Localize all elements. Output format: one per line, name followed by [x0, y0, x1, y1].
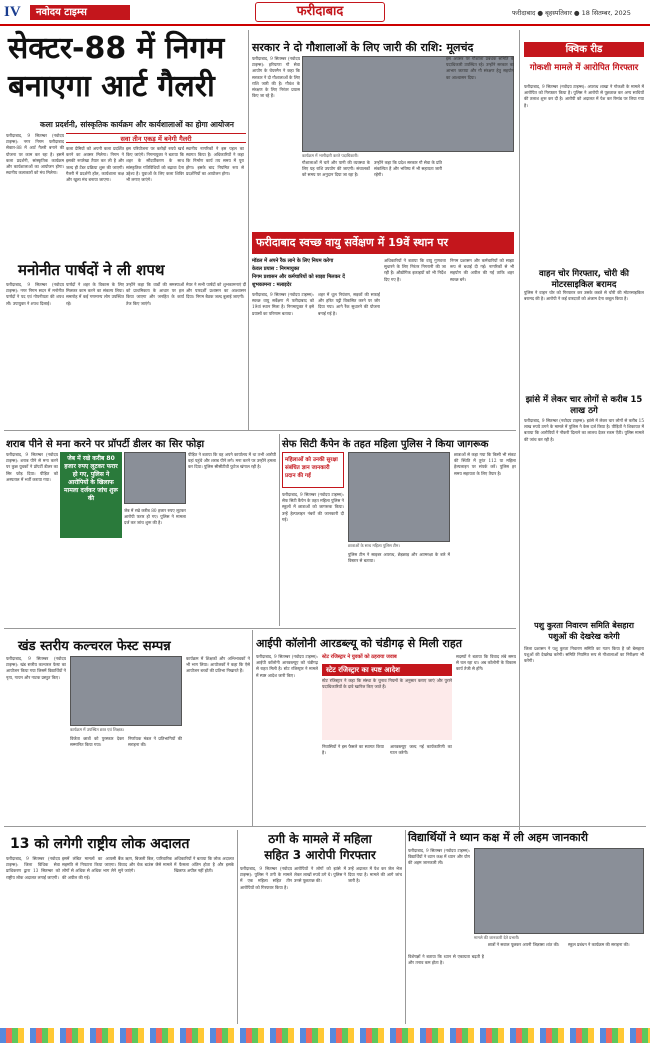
sharab-column-3: पीड़ित ने बताया कि वह अपने कार्यालय में था तभी आरोपी वहां पहुंचे और शराब पीने लगे। मना करने पर उन्होंने हमला कर दिया। पुलिस सीसीटीवी फुटेज खंगाल रही है।: [188, 452, 276, 470]
safe-column-2: पुलिस टीम ने साइबर अपराध, छेड़छाड़ और आत्मरक्षा के बारे में विस्तार से बताया।: [348, 552, 450, 564]
sharab-column-2: जेब में रखे करीब 80 हजार रुपए लूटकर आरोपी फरार हो गए। पुलिस ने मामला दर्ज कर जांच शुरू की है।: [124, 508, 186, 526]
lok-column-3: बैंक ऋण, बिजली बिल, पारिवारिक विवाद और चेक बाउंस जैसे मामले सुने जाएंगे।: [118, 856, 172, 874]
swachh-bullet-2: केवल प्रयास : निगमायुक्त: [252, 266, 300, 272]
quick-heading-2: वाहन चोर गिरफ्तार, चोरी की मोटरसाइकिल बरामद: [539, 269, 629, 290]
lok-title: 13 को लगेगी राष्ट्रीय लोक अदालत: [10, 836, 190, 852]
swachh-column-2: शहर में धूल नियंत्रण, सड़कों की सफाई और हरित पट्टी विकसित करने पर जोर दिया गया। आगे रैंक सुधारने की योजना बनाई गई है।: [318, 292, 380, 316]
column-rule: [405, 830, 406, 1024]
sharab-callout: जेब में रखे करीब 80 हजार रुपए लूटकर फरार हो गए, पुलिस ने आरोपियों के खिलाफ मामला दर्जकर जांच शुरू की: [60, 452, 122, 538]
thagi-title-2: सहित 3 आरोपी गिरफ्तार: [264, 848, 376, 862]
safe-photo: [348, 452, 450, 542]
quick-column-1: फरीदाबाद, 9 सितम्बर (नवोदय टाइम्स): अपराध शाखा ने गोकशी के मामले में आरोपित को गिरफ्तार किया है। पुलिस ने आरोपी से पूछताछ कर अन्य साथियों की तलाश शुरू कर दी है। आरोपी को अदालत में पेश कर रिमांड पर लिया गया है।: [524, 84, 644, 108]
iip-box-title: स्टेट रजिस्ट्रार का स्पष्ट आदेश: [322, 664, 452, 676]
quick-column-4: जिला प्रशासन ने पशु कुरता निवारण समिति का गठन किया है जो बेसहारा पशुओं की देखरेख करेगी। समिति नियमित रूप से गौशालाओं का निरीक्षण भी करेगी।: [524, 646, 644, 664]
dateline: फरीदाबाद ● बृहस्पतिवार ● 18 सितम्बर, 2025: [512, 9, 631, 17]
gaushala-column-3: उन्होंने कहा कि प्रदेश सरकार गौ सेवा के प्रति संकल्पित है और भविष्य में भी सहायता जारी रहेगी।: [374, 160, 442, 178]
swachh-column-4: निगम प्रशासन और कर्मचारियों को साझा रूप से बधाई दी गई। नागरिकों से भी सहयोग की अपील की गई ताकि शहर स्वच्छ बने।: [450, 258, 514, 282]
section-rule: [4, 430, 516, 431]
thagi-column-2: आरोपियों ने लोगों को झांसे में लेकर लाखों रुपये ठगे थे। पुलिस ने उनसे पूछताछ की।: [294, 866, 346, 884]
gaushala-column-4: इस अवसर पर गौशाला प्रबंधक समिति के पदाधिकारी उपस्थित रहे। उन्होंने सरकार का आभार जताया और गौ संरक्षण हेतु सहयोग का आश्वासन दिया।: [446, 56, 514, 80]
column-rule: [248, 30, 249, 430]
khand-caption: कार्यक्रम में उपस्थित छात्र एवं शिक्षक।: [70, 727, 125, 732]
lead-title-1: सेक्टर-88 में निगम: [8, 31, 225, 66]
vidya-column-2: विशेषज्ञों ने बताया कि ध्यान से एकाग्रता बढ़ती है और तनाव कम होता है।: [408, 954, 484, 966]
column-rule: [237, 830, 238, 1024]
paper-name: नवोदय टाइम्स: [30, 5, 130, 20]
sharab-photo: [124, 452, 186, 504]
gaushala-column-2: गौशालाओं में चारे और पानी की व्यवस्था के लिए यह राशि उपयोग की जाएगी। संचालकों को समय पर अनुदान दिया जा रहा है।: [302, 160, 370, 178]
quick-heading-4: पशु कुरता निवारण समिति बेसहारा पशुओं की देखरेख करेगी: [534, 621, 634, 641]
swachh-bullet-4: शुभकामना : मलाइदेर: [252, 282, 292, 288]
iip-bullet: स्टेट रजिस्ट्रार ने युवकों को ठहराया जवाब: [322, 654, 397, 660]
lead-column-4: स्थानीय नागरिकों ने इस पहल का स्वागत किया है। अधिकारियों ने कहा कि निर्माण कार्य तय समय में पूरा होगा। इसके बाद नियमित रूप से प्रदर्शनियों का आयोजन होगा।: [186, 146, 244, 176]
column-rule: [519, 30, 520, 830]
vidya-column-4: स्कूल प्रबंधन ने कार्यक्रम की सराहना की।: [568, 942, 630, 947]
safe-strap: महिलाओं को उनकी सुरक्षा संबंधित ज्ञान जानकारी प्रदान की गई: [282, 452, 344, 488]
iip-column-3: आरडब्ल्यूए जल्द नई कार्यकारिणी का गठन करेगी।: [390, 744, 452, 756]
khand-column-3: निर्णायक मंडल ने प्रतिभागियों की सराहना की।: [128, 736, 182, 748]
khand-title: खंड स्तरीय कल्चरल फेस्ट सम्पन्न: [18, 639, 171, 654]
quick-heading-1: गोकशी मामले में आरोपित गिरफ्तार: [529, 63, 639, 73]
safe-caption: छात्राओं के साथ महिला पुलिस टीम।: [348, 543, 400, 548]
sharab-column-1: फरीदाबाद, 9 सितम्बर (नवोदय टाइम्स): शराब पीने से मना करने पर कुछ युवकों ने प्रॉपर्टी डीलर का सिर फोड़ दिया। पीड़ित को अस्पताल में भर्ती कराया गया।: [6, 452, 58, 482]
lok-column-4: अधिकारियों ने बताया कि लोक अदालत में फैसला अंतिम होता है और इसके खिलाफ अपील नहीं होती।: [174, 856, 234, 874]
gaushala-caption: कार्यक्रम में भागीदारी करते पदाधिकारी।: [302, 153, 359, 158]
city-section: फरीदाबाद: [255, 2, 385, 22]
color-registration-strip: [0, 1028, 650, 1043]
parshad-column-4: मेयर ने सभी पार्षदों को शुभकामनाएं दीं और पारदर्शी प्रशासन का आश्वासन दिया। निगम बैठक जल्द बुलाई जाएगी।: [186, 282, 246, 300]
parshad-column-3: उन्होंने कहा कि वार्डों की समस्याओं को प्राथमिकता के आधार पर हल किया जाएगा और जनहित के कार्य तेज किए जाएंगे।: [126, 282, 184, 306]
iip-column-4: सदस्यों ने बताया कि विवाद लंबे समय से चल रहा था। अब कॉलोनी के विकास कार्य तेजी से होंगे।: [456, 654, 516, 672]
thagi-column-1: फरीदाबाद, 9 सितम्बर (नवोदय टाइम्स): पुलिस ने ठगी के मामले में एक महिला सहित तीन आरोपियों को गिरफ्तार किया है।: [240, 866, 292, 890]
swachh-column-1: फरीदाबाद, 9 सितम्बर (नवोदय टाइम्स): स्वच्छ वायु सर्वेक्षण में फरीदाबाद को 19वां स्थान मिला है। निगमायुक्त ने इसे प्रयासों का परिणाम बताया।: [252, 292, 314, 316]
column-rule: [252, 630, 253, 826]
vidya-title: विद्यार्थियों ने ध्यान कक्ष में ली अहम जानकारी: [408, 831, 589, 844]
swachh-title: फरीदाबाद स्वच्छ वायु सर्वेक्षण में 19वें स्थान पर: [252, 232, 514, 254]
quick-column-3: फरीदाबाद, 9 सितम्बर (नवोदय टाइम्स): झांसे में लेकर चार लोगों से करीब 15 लाख रुपये ठगने के मामले में पुलिस ने केस दर्ज किया है। पीड़ितों ने शिकायत में बताया कि आरोपियों ने नौकरी दिलाने का लालच देकर रकम ऐंठी। पुलिस मामले की जांच कर रही है।: [524, 418, 644, 442]
lead-column-2: कला प्रेमियों को अपनी कला प्रदर्शित करने का अवसर मिलेगा। निगम ने इसकी रूपरेखा तैयार कर ली है और जल्द ही टेंडर प्रक्रिया शुरू की जाएगी। गैलरी में प्रदर्शनी हॉल, कार्यशाला कक्ष और खुला मंच बनाया जाएगा।: [66, 146, 124, 183]
lead-column-1: फरीदाबाद, 9 सितम्बर (नवोदय टाइम्स): नगर निगम फरीदाबाद सेक्टर-88 में आर्ट गैलरी बनाने की योजना पर काम कर रहा है। इसमें कला प्रदर्शनी, सांस्कृतिक कार्यक्रम और कार्यशालाओं का आयोजन होगा। स्थानीय कलाकारों को मंच मिलेगा।: [6, 133, 64, 176]
iip-column-2: निवासियों ने इस फैसले का स्वागत किया है।: [322, 744, 384, 756]
vidya-caption: मामले की जानकारी देते प्रभारी।: [474, 935, 520, 940]
vidya-column-3: छात्रों ने सवाल पूछकर अपनी जिज्ञासा शांत की।: [488, 942, 560, 947]
vidya-column-1: फरीदाबाद, 9 सितम्बर (नवोदय टाइम्स): विद्यार्थियों ने ध्यान कक्ष में ध्यान और योग की अहम जानकारी ली।: [408, 848, 470, 866]
vidya-photo: [474, 848, 644, 934]
khand-column-1: फरीदाबाद, 9 सितम्बर (नवोदय टाइम्स): खंड स्तरीय कल्चरल फेस्ट का आयोजन किया गया जिसमें विद्यार्थियों ने नृत्य, गायन और नाटक प्रस्तुत किए।: [6, 656, 66, 680]
safe-column-1: फरीदाबाद, 9 सितम्बर (नवोदय टाइम्स): सेफ सिटी कैंपेन के तहत महिला पुलिस ने स्कूलों में छात्राओं को जागरूक किया। उन्हें हेल्पलाइन नंबरों की जानकारी दी गई।: [282, 492, 344, 522]
lead-title-2: बनाएगा आर्ट गैलरी: [8, 69, 215, 104]
swachh-bullet-3: निगम प्रशासन और कर्मचारियों को साझा मिलकर दें: [252, 274, 345, 280]
quick-heading-3: झांसे में लेकर चार लोगों से करीब 15 लाख ठगे: [525, 395, 643, 416]
safe-title: सेफ सिटी कैंपेन के तहत महिला पुलिस ने किया जागरूक: [282, 439, 489, 450]
khand-photo: [70, 656, 182, 726]
parshad-title: मनोनीत पार्षदों ने ली शपथ: [18, 261, 165, 279]
iip-box-text: स्टेट रजिस्ट्रार ने कहा कि संस्था के चुनाव नियमों के अनुसार कराए जाएं और पुराने पदाधिकारियों के दावे खारिज किए जाते हैं।: [322, 678, 452, 740]
thagi-title-1: ठगी के मामले में महिला: [268, 832, 372, 846]
lead-strap: सवा तीन एकड़ में बनेगी गैलरी: [66, 133, 246, 143]
lead-column-3: इस परियोजना पर करोड़ों रुपये खर्च किए जाएंगे। निगमायुक्त ने बताया कि शहर के सौंदर्यीकरण के साथ सांस्कृतिक गतिविधियों को बढ़ावा देना उद्देश्य है। युवाओं के लिए कला शिविर भी लगाए जाएंगे।: [126, 146, 184, 183]
lok-column-1: फरीदाबाद, 9 सितम्बर (नवोदय टाइम्स): जिला विधिक सेवा प्राधिकरण द्वारा 13 सितम्बर को राष्ट्रीय लोक अदालत लगाई जाएगी।: [6, 856, 60, 880]
page-number: IV: [4, 4, 28, 22]
iip-title: आईपी कॉलोनी आरडब्ल्यू को चंडीगढ़ से मिली राहत: [256, 637, 462, 650]
khand-column-2: विजेता छात्रों को पुरस्कार देकर सम्मानित किया गया।: [70, 736, 124, 748]
section-rule: [4, 628, 516, 629]
section-rule: [4, 826, 646, 827]
thagi-column-3: उन्हें अदालत में पेश कर जेल भेज दिया गया है। मामले की आगे जांच जारी है।: [348, 866, 402, 884]
parshad-column-1: फरीदाबाद, 9 सितम्बर (नवोदय टाइम्स): नगर निगम सदन में मनोनीत पार्षदों ने पद एवं गोपनीयता की शपथ ली। उपायुक्त ने शपथ दिलाई।: [6, 282, 64, 306]
gaushala-column-1: फरीदाबाद, 9 सितम्बर (नवोदय टाइम्स): हरियाणा गौ सेवा आयोग के चेयरमैन ने कहा कि सरकार ने दो गौशालाओं के लिए राशि जारी की है। गौवंश के संरक्षण के लिए निरंतर प्रयास किए जा रहे हैं।: [252, 56, 300, 99]
swachh-column-3: अधिकारियों ने बताया कि वायु गुणवत्ता सुधारने के लिए निरंतर निगरानी की जा रही है। औद्योगिक इकाइयों को भी निर्देश दिए गए हैं।: [384, 258, 446, 282]
iip-column-1: फरीदाबाद, 9 सितम्बर (नवोदय टाइम्स): आईपी कॉलोनी आरडब्ल्यूए को चंडीगढ़ से राहत मिली है। स्टेट रजिस्ट्रार ने मामले में स्पष्ट आदेश जारी किए।: [256, 654, 318, 678]
safe-column-3: छात्राओं से कहा गया कि किसी भी संकट की स्थिति में तुरंत 112 या महिला हेल्पलाइन पर संपर्क करें। पुलिस हर समय सहायता के लिए तैयार है।: [454, 452, 516, 476]
lead-subtitle: कला प्रदर्शनी, सांस्कृतिक कार्यक्रम और कार्यशालाओं का होगा आयोजन: [40, 120, 234, 129]
khand-column-4: कार्यक्रम में शिक्षकों और अभिभावकों ने भी भाग लिया। आयोजकों ने कहा कि ऐसे आयोजन बच्चों की प्रतिभा निखारते हैं।: [186, 656, 250, 674]
lok-column-2: इसमें लंबित मामलों का आपसी सहमति से निपटारा किया जाएगा। लोगों से अधिक से अधिक भाग लेने की अपील की गई।: [62, 856, 116, 880]
quick-read-label: क्विक रीड: [524, 42, 644, 57]
column-rule: [279, 434, 280, 626]
swachh-bullet-1: मॉडल में अपने रैंक लाने के लिए नियम करेगा: [252, 258, 334, 264]
sharab-title: शराब पीने से मना करने पर प्रॉपर्टी डीलर का सिर फोड़ा: [6, 439, 205, 450]
parshad-column-2: पार्षदों ने शहर के विकास के लिए मिलकर काम करने का संकल्प लिया। समारोह में कई गणमान्य लोग उपस्थित रहे।: [66, 282, 124, 306]
quick-column-2: पुलिस ने वाहन चोर को गिरफ्तार कर उसके कब्जे से चोरी की मोटरसाइकिल बरामद की है। आरोपी ने कई वारदातों को अंजाम देना कबूल किया है।: [524, 290, 644, 302]
gaushala-title: सरकार ने दो गौशालाओं के लिए जारी की राशि: मूलचंद: [252, 41, 474, 54]
